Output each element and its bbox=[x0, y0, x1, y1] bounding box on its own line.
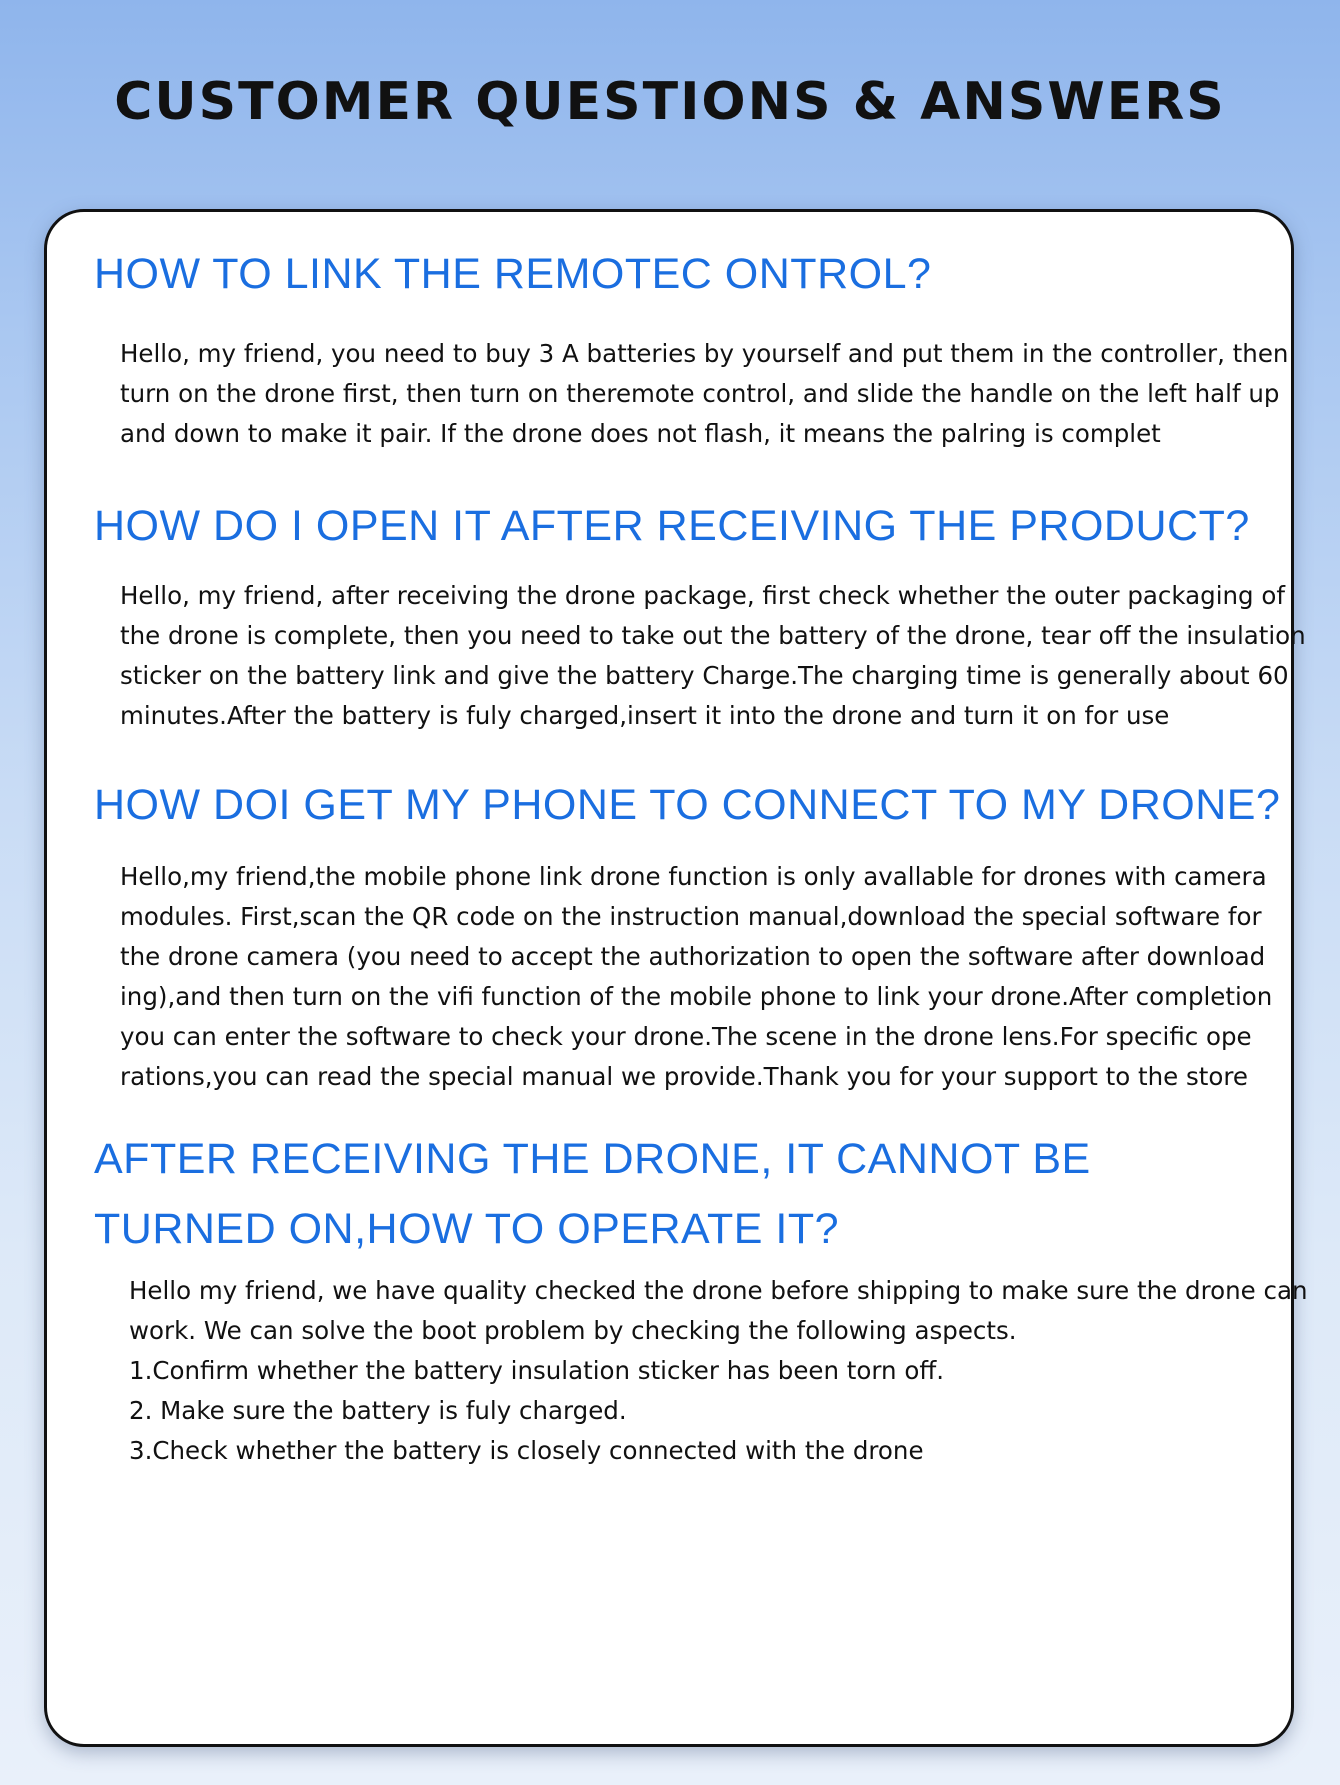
answer-line: the drone is complete, then you need to take out the battery of the drone, tear off the insulation bbox=[120, 621, 1306, 650]
faq-answer-phone-connect bbox=[120, 857, 1273, 1097]
page-title: CUSTOMER QUESTIONS & ANSWERS bbox=[114, 72, 1226, 132]
answer-line: Hello, my friend, after receiving the drone package, first check whether the outer packaging of bbox=[120, 581, 1285, 610]
answer-line: turn on the drone first, then turn on theremote control, and slide the handle on the left half up bbox=[120, 379, 1280, 408]
answer-checklist-item: 3.Check whether the battery is closely connected with the drone bbox=[129, 1436, 924, 1465]
answer-line: ing),and then turn on the vifi function of the mobile phone to link your drone.After completion bbox=[120, 982, 1273, 1011]
faq-answer-link-remote bbox=[120, 334, 1289, 454]
answer-checklist-item: 1.Confirm whether the battery insulation sticker has been torn off. bbox=[129, 1356, 945, 1385]
answer-checklist-item: 2. Make sure the battery is fuly charged. bbox=[129, 1396, 627, 1425]
answer-line: and down to make it pair. If the drone does not flash, it means the palring is complet bbox=[120, 419, 1161, 448]
answer-line: sticker on the battery link and give the battery Charge.The charging time is generally about 60 bbox=[120, 661, 1289, 690]
faq-question-phone-connect: HOW DOI GET MY PHONE TO CONNECT TO MY DRONE? bbox=[94, 781, 1281, 829]
faq-answer-cannot-turn-on bbox=[129, 1271, 1308, 1471]
faq-question-link-remote: HOW TO LINK THE REMOTEC ONTROL? bbox=[94, 250, 932, 298]
answer-line: work. We can solve the boot problem by checking the following aspects. bbox=[129, 1316, 1017, 1345]
answer-line: Hello my friend, we have quality checked the drone before shipping to make sure the drone can bbox=[129, 1276, 1308, 1305]
faq-card bbox=[44, 209, 1308, 1747]
answer-line: modules. First,scan the QR code on the instruction manual,download the special software for bbox=[120, 902, 1262, 931]
faq-question-open-product: HOW DO I OPEN IT AFTER RECEIVING THE PRODUCT? bbox=[94, 502, 1250, 550]
answer-line: Hello,my friend,the mobile phone link drone function is only avallable for drones with camera bbox=[120, 862, 1267, 891]
answer-line: the drone camera (you need to accept the authorization to open the software after download bbox=[120, 942, 1266, 971]
answer-line: Hello, my friend, you need to buy 3 A batteries by yourself and put them in the controller, then bbox=[120, 339, 1289, 368]
faq-question-cannot-turn-on: AFTER RECEIVING THE DRONE, IT CANNOT BE TURNED ON,HOW TO OPERATE IT? bbox=[94, 1135, 1091, 1253]
answer-line: rations,you can read the special manual we provide.Thank you for your support to the store bbox=[120, 1062, 1249, 1091]
faq-answer-open-product bbox=[120, 576, 1306, 736]
answer-line: you can enter the software to check your drone.The scene in the drone lens.For specific ope bbox=[120, 1022, 1252, 1051]
answer-line: minutes.After the battery is fuly charged,insert it into the drone and turn it on for use bbox=[120, 701, 1170, 730]
